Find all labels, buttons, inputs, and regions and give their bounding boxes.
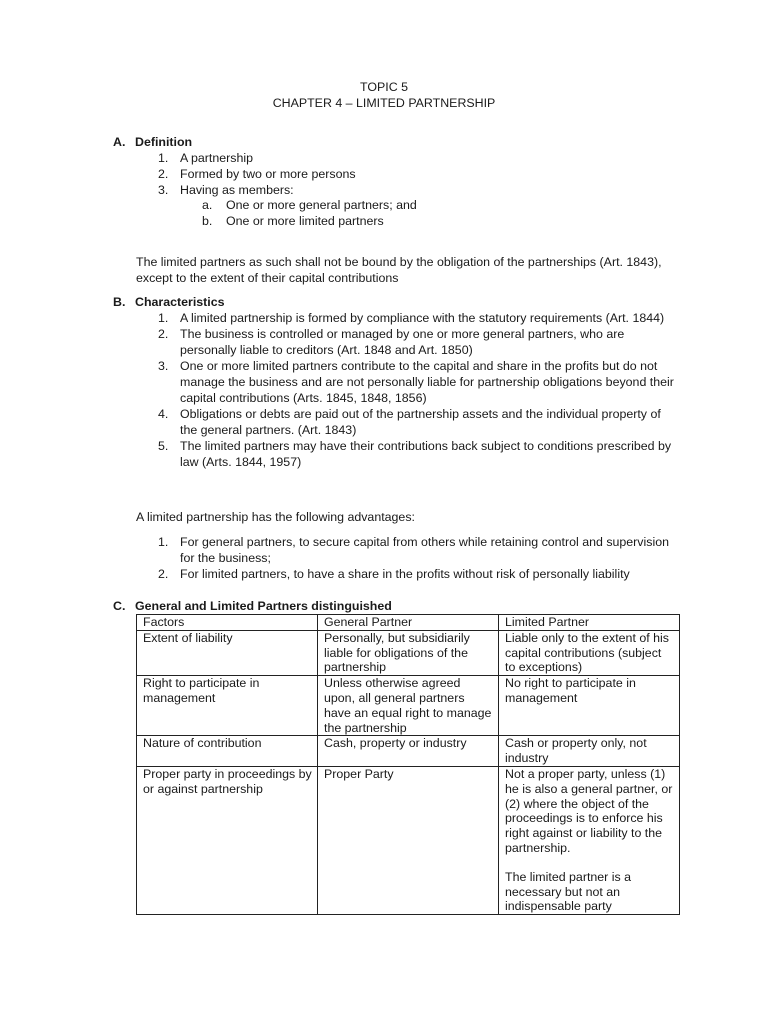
definition-sublist <box>202 197 417 229</box>
characteristics-list <box>156 310 676 470</box>
table-cell: Liable only to the extent of his capital contributions (subject to exceptions) <box>499 630 680 675</box>
table-cell: Right to participate in management <box>137 676 318 736</box>
table-row <box>137 766 680 914</box>
table-row <box>137 630 680 675</box>
section-c-heading <box>113 598 392 614</box>
section-c-letter: C. <box>113 599 126 613</box>
topic-heading: TOPIC 5 <box>360 80 408 94</box>
table-cell: Cash or property only, not industry <box>499 736 680 767</box>
table-cell: Unless otherwise agreed upon, all general partners have an equal right to manage the partnership <box>318 676 499 736</box>
table-cell: Proper party in proceedings by or against partnership <box>137 766 318 914</box>
section-b-title: Characteristics <box>135 295 225 309</box>
table-cell: Nature of contribution <box>137 736 318 767</box>
table-cell: Proper Party <box>318 766 499 914</box>
partners-comparison-table <box>136 614 680 915</box>
list-item: 5. The limited partners may have their contributions back subject to conditions prescribed by law (Arts. 1844, 1957) <box>158 439 672 469</box>
list-item: 2. The business is controlled or managed by one or more general partners, who are personally liable to creditors (Art. 1848 and Art. 1850) <box>158 327 625 357</box>
section-a-heading <box>113 134 192 150</box>
advantages-list <box>156 534 676 582</box>
definition-paragraph: The limited partners as such shall not be bound by the obligation of the partnerships (Art. 1843), except to the extent of their capital contributions <box>136 255 662 285</box>
cell-note: The limited partner is a necessary but not an indispensable party <box>505 869 632 914</box>
table-cell <box>499 766 680 914</box>
list-item: 4. Obligations or debts are paid out of the partnership assets and the individual property of the general partners. (Art. 1843) <box>158 407 661 437</box>
table-cell: No right to participate in management <box>499 676 680 736</box>
list-item: 1. A limited partnership is formed by compliance with the statutory requirements (Art. 1844) <box>158 311 665 325</box>
table-cell: Extent of liability <box>137 630 318 675</box>
list-item: 1. A partnership <box>158 151 254 165</box>
section-b-letter: B. <box>113 295 126 309</box>
table-cell: Personally, but subsidiarily liable for obligations of the partnership <box>318 630 499 675</box>
list-item: 2. Formed by two or more persons <box>158 167 356 181</box>
section-a-title: Definition <box>135 135 193 149</box>
list-item: 1. For general partners, to secure capital from others while retaining control and supervision for the business; <box>158 535 669 565</box>
list-item: b. One or more limited partners <box>202 214 384 228</box>
column-header-factors: Factors <box>137 615 318 631</box>
column-header-limited-partner: Limited Partner <box>499 615 680 631</box>
definition-list <box>156 150 676 198</box>
table-row <box>137 736 680 767</box>
column-header-general-partner: General Partner <box>318 615 499 631</box>
section-b-heading <box>113 294 225 310</box>
section-c-title: General and Limited Partners distinguished <box>135 599 392 613</box>
cell-text: Not a proper party, unless (1) he is also a general partner, or (2) where the object of the proceedings is to enforce his right against or liability to the partnership. <box>505 766 673 855</box>
list-item: a. One or more general partners; and <box>202 198 417 212</box>
list-item: 3. Having as members: <box>158 183 294 197</box>
advantages-intro: A limited partnership has the following advantages: <box>136 510 415 524</box>
chapter-heading: CHAPTER 4 – LIMITED PARTNERSHIP <box>272 96 496 110</box>
list-item: 3. One or more limited partners contribute to the capital and share in the profits but do not manage the business and are not personally liable for partnership obligations beyond their capital contributions (Arts. 1845, 1848, 1856) <box>158 359 674 405</box>
list-item: 2. For limited partners, to have a share in the profits without risk of personally liability <box>158 567 630 581</box>
table-cell: Cash, property or industry <box>318 736 499 767</box>
section-a-letter: A. <box>113 135 126 149</box>
table-row <box>137 676 680 736</box>
table-header-row <box>137 615 680 631</box>
